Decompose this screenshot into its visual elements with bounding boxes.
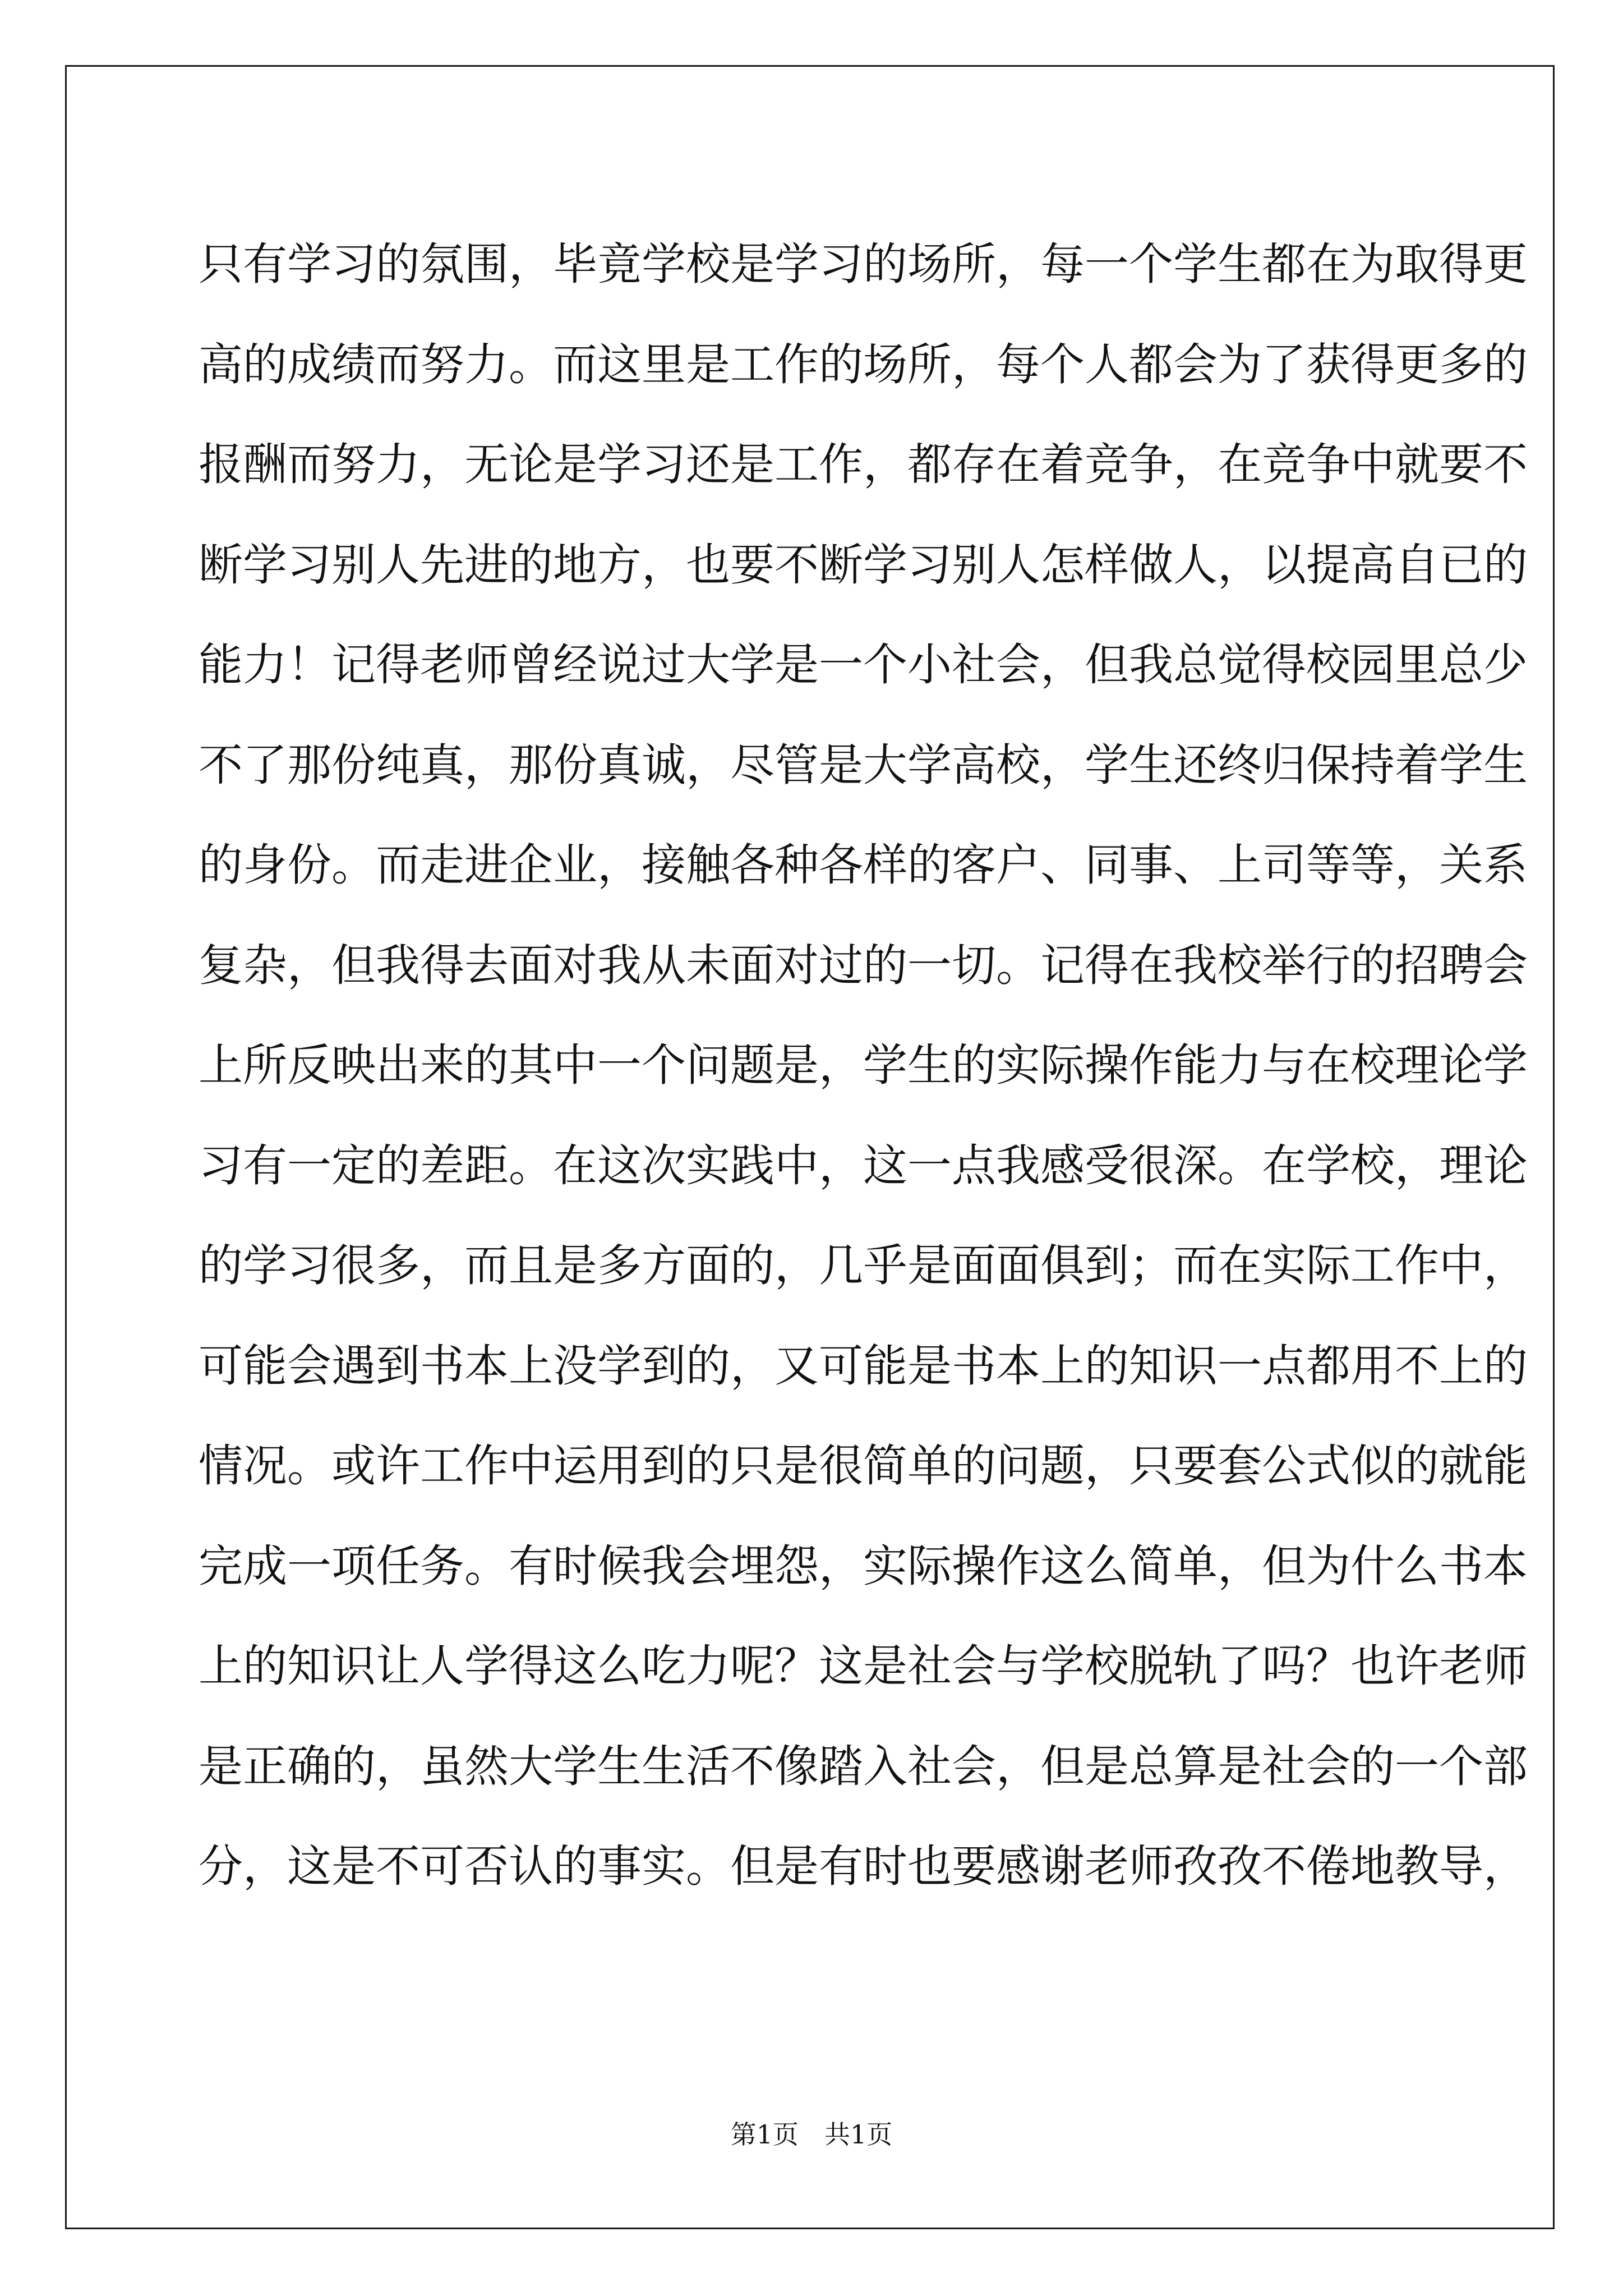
text-line: 报酬而努力，无论是学习还是工作，都存在着竞争，在竞争中就要不 — [199, 439, 1528, 490]
text-line: 完成一项任务。有时候我会埋怨，实际操作这么简单，但为什么书本 — [199, 1540, 1528, 1592]
text-line: 高的成绩而努力。而这里是工作的场所，每个人都会为了获得更多的 — [199, 338, 1528, 390]
text-line: 上的知识让人学得这么吃力呢？这是社会与学校脱轨了吗？也许老师 — [199, 1640, 1528, 1692]
document-body — [199, 214, 1528, 1917]
text-line: 情况。或许工作中运用到的只是很简单的问题，只要套公式似的就能 — [199, 1440, 1528, 1492]
text-line: 可能会遇到书本上没学到的，又可能是书本上的知识一点都用不上的 — [199, 1340, 1528, 1392]
text-line: 复杂，但我得去面对我从未面对过的一切。记得在我校举行的招聘会 — [199, 939, 1528, 991]
text-line: 的身份。而走进企业，接触各种各样的客户、同事、上司等等，关系 — [199, 839, 1528, 891]
text-line: 的学习很多，而且是多方面的，几乎是面面俱到；而在实际工作中， — [199, 1240, 1528, 1291]
text-line: 断学习别人先进的地方，也要不断学习别人怎样做人，以提高自已的 — [199, 539, 1528, 591]
text-line: 习有一定的差距。在这次实践中，这一点我感受很深。在学校，理论 — [199, 1139, 1528, 1191]
page-number-footer: 第1页 共1页 — [730, 2119, 893, 2150]
text-line: 不了那份纯真，那份真诚，尽管是大学高校，学生还终归保持着学生 — [199, 739, 1528, 791]
text-line: 上所反映出来的其中一个问题是，学生的实际操作能力与在校理论学 — [199, 1039, 1528, 1091]
text-line: 是正确的，虽然大学生生活不像踏入社会，但是总算是社会的一个部 — [199, 1740, 1528, 1792]
text-line: 只有学习的氛围，毕竟学校是学习的场所，每一个学生都在为取得更 — [199, 238, 1528, 290]
text-line: 能力！记得老师曾经说过大学是一个小社会，但我总觉得校园里总少 — [199, 639, 1528, 691]
text-line: 分，这是不可否认的事实。但是有时也要感谢老师孜孜不倦地教导， — [199, 1841, 1528, 1892]
